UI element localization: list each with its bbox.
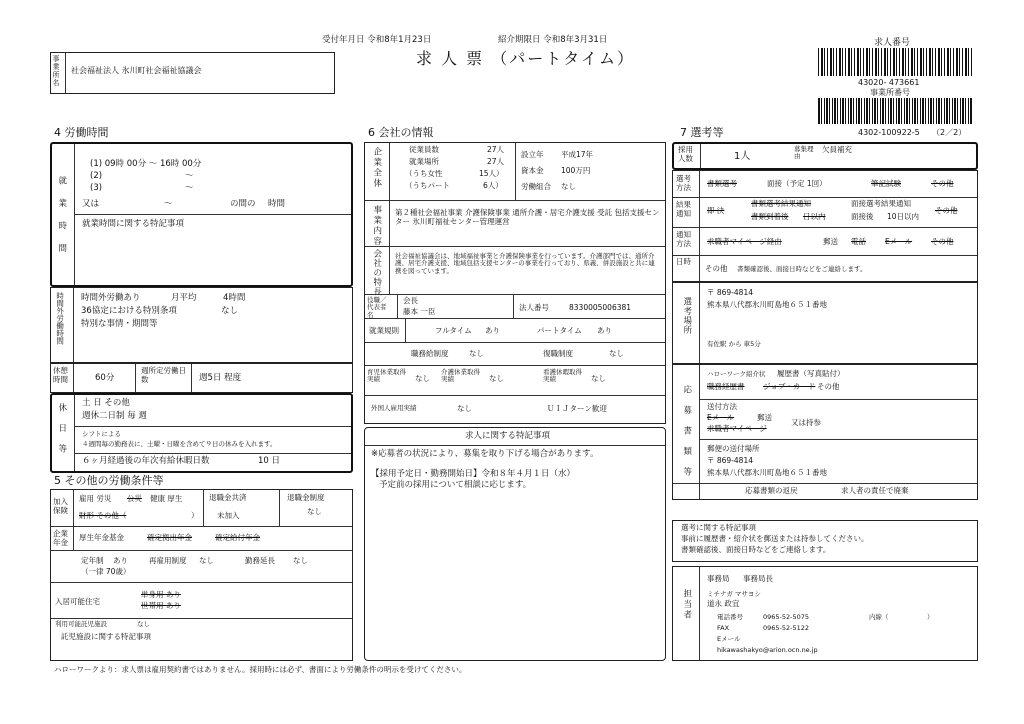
women-label: （うち女性	[405, 169, 443, 178]
notify-label: 通知方法	[676, 230, 691, 248]
job-number-barcode	[818, 48, 973, 76]
paid-leave: ６ヶ月経過後の年次有給休暇日数	[82, 456, 210, 466]
contact-box	[672, 566, 978, 661]
hire-count-box	[672, 142, 978, 170]
contact-label: 担当者	[681, 589, 692, 621]
contact-position: 事務局長	[743, 574, 773, 583]
date-value: その他	[705, 264, 728, 273]
rehire-label: 再雇用制度	[149, 556, 187, 565]
received-date: 受付年月日 令和8年1月23日	[322, 35, 432, 45]
workdays-value: 週5日 程度	[199, 373, 242, 383]
holidays-label: 休日等	[56, 403, 67, 465]
contact-email-label: Eメール	[717, 635, 741, 643]
nursing-leave-label: 介護休業取得実績	[441, 368, 480, 384]
office-number: 4302-100922-5	[858, 128, 920, 137]
method-written: 筆記試験	[871, 179, 901, 188]
childcare-note: 託児施設に関する特記事項	[61, 632, 151, 641]
holidays-days: 土 日 その他	[82, 398, 130, 408]
notify-phone: 電話	[851, 237, 866, 246]
part-label: （うちパート	[405, 181, 450, 190]
hours-2-tilde: ～	[185, 171, 194, 181]
contact-department: 事務局	[707, 574, 730, 583]
work-rules-label: 就業規則	[369, 326, 399, 335]
hire-count: 1人	[734, 151, 751, 162]
childcare-leave-value: なし	[415, 374, 430, 383]
rules-parttime: パートタイム	[537, 326, 582, 335]
mail-zip: 〒 869-4814	[707, 456, 753, 465]
pension-label: 企業年金	[53, 529, 68, 547]
working-hours-box	[50, 142, 353, 287]
result-other: その他	[935, 206, 958, 215]
job-wage-value: なし	[469, 349, 484, 358]
hours-1: (1) 09時 00分 ～ 16時 00分	[90, 159, 202, 169]
union-value: なし	[561, 182, 576, 191]
care-leave-label: 看護休暇取得実績	[543, 368, 582, 384]
workdays-label: 週所定労働日数	[141, 366, 186, 384]
retirement-system-label: 退職金制度	[287, 493, 325, 502]
special-clause: 36協定における特別条項	[81, 306, 177, 316]
hours-special-note: 就業時間に関する特記事項	[82, 219, 185, 229]
uij-turn: ＵＩＪターン歓迎	[547, 404, 607, 413]
union-label: 労働組合	[521, 182, 551, 191]
insurance-1-struck: 公災	[127, 494, 142, 503]
corporate-number: 8330005006381	[569, 303, 632, 312]
hours-between: の間の	[230, 199, 256, 209]
childcare-label: 利用可能託児施設	[55, 620, 107, 628]
reason-label: 募集理由	[794, 145, 814, 161]
selection-place-label: 選考場所	[681, 297, 692, 335]
contact-tel: 0965-52-5075	[763, 613, 810, 621]
holidays-note: ４週間毎の勤務表に、土曜・日曜を含めて９日の休みを入れます。	[82, 440, 277, 448]
working-hours-label: 就業時間	[56, 176, 67, 266]
selection-notes-title: 選考に関する特記事項	[681, 523, 756, 532]
return-docs-label: 応募書類の返戻	[745, 486, 798, 495]
rehire-value: なし	[199, 556, 214, 565]
holidays-box	[50, 393, 353, 473]
employees-label: 従業員数	[409, 145, 439, 154]
nearest-station: 有佐駅 から 車5分	[707, 340, 761, 348]
notify-mypage: 求職者マイページ経由	[707, 237, 782, 246]
office-name-label: 事業所名	[52, 55, 61, 87]
section-6-title: 6 会社の情報	[368, 126, 434, 139]
contact-name: 道永 政宜	[707, 599, 740, 608]
overtime-text: 時間外労働あり	[81, 293, 141, 303]
send-or-bring: 又は持参	[791, 418, 821, 427]
doc-other: その他	[817, 382, 840, 391]
retirement-age-value: あり	[113, 556, 128, 565]
overtime-hours: 4時間	[223, 293, 246, 303]
contact-tel-label: 電話番号	[717, 613, 743, 621]
extension-value: なし	[293, 556, 308, 565]
overtime-avg: 月平均	[171, 293, 197, 303]
selection-box	[672, 170, 978, 282]
selection-notes-2: 書類確認後、面接日時などをご連絡します。	[681, 545, 831, 554]
send-method-label: 送付方法	[707, 402, 737, 411]
date-note: 書類確認後、面接日時などをご連絡します。	[737, 265, 867, 273]
features-label: 会社の特長	[371, 249, 382, 297]
representative-name: 藤本 一臣	[403, 307, 436, 316]
break-label: 休憩時間	[53, 366, 68, 384]
contact-ext-label: 内線（	[869, 613, 889, 621]
send-mypage: 求職者マイページ	[707, 424, 767, 433]
features-content: 社会福祉協議会は、地域福祉事業と介護保険事業を行っています。介護部門では、通所介護、居宅介護支援、地域包括支援センターの事業を行っており、県義、併設施設と共に連携を図っています。	[395, 252, 655, 275]
hours-3: (3)	[90, 183, 103, 193]
doc-referral: ハローワーク紹介状	[707, 370, 766, 378]
documents-label: 応募書類等	[681, 385, 692, 488]
company-info-box	[364, 142, 666, 424]
notify-other: その他	[931, 237, 954, 246]
retirement-age-sub: （一律 70歳）	[81, 567, 131, 576]
office-number-label: 事業所番号	[870, 88, 910, 97]
result-immediate: 即 決	[707, 206, 725, 215]
method-interview: 面接（予定 1回）	[767, 179, 827, 188]
reinstatement-value: なし	[609, 349, 624, 358]
result-label: 結果通知	[676, 200, 691, 218]
contact-fax: 0965-52-5122	[763, 624, 810, 632]
capital-value: 100万円	[561, 166, 591, 175]
doc-career: 職務経歴書	[707, 382, 745, 391]
insurance-1: 雇用 労災	[79, 494, 112, 503]
rules-parttime-value: あり	[597, 326, 612, 335]
rules-fulltime-value: あり	[485, 326, 500, 335]
special-notes-box	[364, 427, 666, 661]
notify-email: Eメール	[885, 237, 913, 246]
retirement-system-value: なし	[307, 507, 322, 516]
selection-place-box	[672, 282, 978, 364]
pension-2: 確定拠出年金	[147, 533, 192, 542]
pension-3: 確定給付年金	[215, 533, 260, 542]
rules-fulltime: フルタイム	[435, 326, 472, 335]
insurance-label: 加入保険	[53, 497, 68, 515]
send-email: Eメール	[707, 413, 735, 422]
break-box	[50, 363, 353, 393]
job-number-label: 求人番号	[874, 38, 911, 48]
insurance-1b: 健康 厚生	[150, 494, 183, 503]
foreign-hire-value: なし	[457, 404, 472, 413]
foreign-hire-label: 外国人雇用実績	[371, 404, 417, 412]
reinstatement-label: 復職制度	[543, 349, 573, 358]
notify-mail: 郵送	[823, 237, 838, 246]
company-label: 企業全体	[371, 147, 382, 189]
return-docs-value: 求人者の責任で廃棄	[841, 486, 909, 495]
job-number: 43020- 473661	[858, 78, 920, 87]
special-clause-value: なし	[221, 306, 239, 316]
hours-time: 時間	[268, 199, 286, 209]
method-other: その他	[931, 179, 954, 188]
special-note-2: 【採用予定日・勤務開始日】令和８年４月１日（水）	[371, 469, 576, 479]
section-4-title: 4 労働時間	[54, 126, 109, 139]
office-name: 社会福祉法人 氷川町社会福祉協議会	[71, 66, 202, 75]
contact-kana: ミチナガ マサヨシ	[707, 590, 761, 598]
retirement-mutual-label: 退職金共済	[209, 493, 247, 502]
result-docs-days: 日以内	[803, 212, 826, 221]
overtime-box	[50, 287, 353, 363]
mail-address: 熊本県八代郡氷川町島地６５１番地	[707, 468, 827, 477]
special-note-3: 予定前の採用について相談に応じます。	[379, 480, 532, 490]
result-interview-notice: 面接選考結果通知	[851, 199, 911, 208]
contact-email: hikawashakyo@arion.ocn.ne.jp	[717, 646, 818, 654]
section-7-title: 7 選考等	[680, 126, 724, 139]
capital-label: 資本金	[521, 166, 544, 175]
representative-label: 役職／代表者名	[367, 296, 387, 319]
hours-or: 又は	[82, 199, 100, 209]
hire-count-label: 採用人数	[678, 145, 693, 163]
housing-family: 世帯用 あり	[141, 601, 181, 610]
women-value: 15人）	[479, 169, 504, 178]
corporate-number-label: 法人番号	[519, 303, 549, 312]
founded-value: 平成17年	[561, 150, 594, 159]
childcare-value: なし	[137, 620, 150, 628]
other-conditions-box	[50, 489, 353, 661]
insurance-2-close: ）	[191, 511, 199, 520]
result-docs-after: 書類到着後	[751, 212, 789, 221]
contact-ext-close: ）	[927, 613, 934, 621]
office-name-box	[50, 52, 335, 94]
break-value: 60分	[95, 373, 115, 383]
method-docs: 書類選考	[707, 179, 737, 188]
retirement-mutual-value: 未加入	[217, 511, 240, 520]
section-5-title: 5 その他の労働条件等	[54, 474, 164, 487]
selection-notes-1: 事前に履歴書・紹介状を郵送または持参してください。	[681, 534, 869, 543]
extension-label: 勤務延長	[245, 556, 275, 565]
doc-jobcard: ジョブ・カード	[763, 382, 816, 391]
hours-2: (2)	[90, 171, 103, 181]
hours-or-tilde: ～	[164, 199, 173, 209]
office-number-barcode	[818, 98, 973, 124]
pension-1: 厚生年金基金	[79, 533, 124, 542]
employees-value: 27人	[487, 145, 505, 154]
result-interview-days: 10日以内	[887, 212, 920, 221]
retirement-age: 定年制	[81, 556, 104, 565]
nursing-leave-value: なし	[489, 374, 504, 383]
page-number: （2／2）	[932, 128, 967, 137]
job-wage-label: 職務給制度	[411, 349, 449, 358]
result-interview-after: 面接後	[851, 212, 874, 221]
housing-single: 単身用 あり	[141, 590, 181, 599]
contact-fax-label: FAX	[717, 624, 730, 632]
hours-3-tilde: ～	[185, 183, 194, 193]
mail-address-label: 郵便の送付場所	[707, 444, 760, 453]
workplace-value: 27人	[487, 157, 505, 166]
page-title: 求 人 票 （パートタイム）	[416, 49, 635, 68]
business-content: 第２種社会福祉事業 介護保険事業 通所介護・居宅介護支援 受託 包括支援センター 氷川町福祉センター管理運営	[395, 208, 660, 226]
care-leave-value: なし	[591, 374, 606, 383]
holidays-shift: シフトによる	[82, 430, 121, 438]
holidays-weekly: 週休二日制 毎 週	[82, 411, 147, 421]
representative-title: 会長	[403, 296, 418, 305]
selection-address: 熊本県八代郡氷川町島地６５１番地	[707, 300, 827, 309]
part-value: 6人）	[483, 181, 503, 190]
childcare-leave-label: 育児休業取得実績	[367, 368, 406, 384]
selection-notes-box	[672, 520, 978, 562]
business-label: 事業内容	[371, 205, 382, 247]
special-notes-title: 求人に関する特記事項	[465, 431, 551, 441]
result-docs-notice: 書類選考結果通知	[751, 199, 811, 208]
documents-box	[672, 364, 978, 500]
reason-value: 欠員補充	[822, 145, 852, 154]
special-note-1: ※応募者の状況により、募集を取り下げる場合があります。	[371, 449, 599, 459]
paid-leave-value: 10 日	[258, 456, 281, 466]
founded-label: 設立年	[521, 150, 544, 159]
footer-note: ハローワークより：求人票は雇用契約書ではありません。採用時には必ず、書面により労働条件の明示を受けてください。	[54, 665, 467, 674]
workplace-label: 就業場所	[409, 157, 439, 166]
doc-resume: 履歴書（写真貼付）	[777, 369, 845, 378]
send-mail: 郵送	[757, 413, 772, 422]
date-label: 日時	[676, 257, 691, 266]
intro-deadline: 紹介期限日 令和8年3月31日	[498, 35, 608, 45]
selection-zip: 〒 869-4814	[707, 288, 753, 297]
overtime-label: 時間外労働時間	[55, 292, 65, 345]
housing-label: 入居可能住宅	[55, 597, 100, 606]
insurance-2: 財形 その他（	[79, 511, 127, 520]
special-circumstances: 特別な事情・期間等	[81, 319, 158, 329]
method-label: 選考方法	[676, 174, 691, 192]
